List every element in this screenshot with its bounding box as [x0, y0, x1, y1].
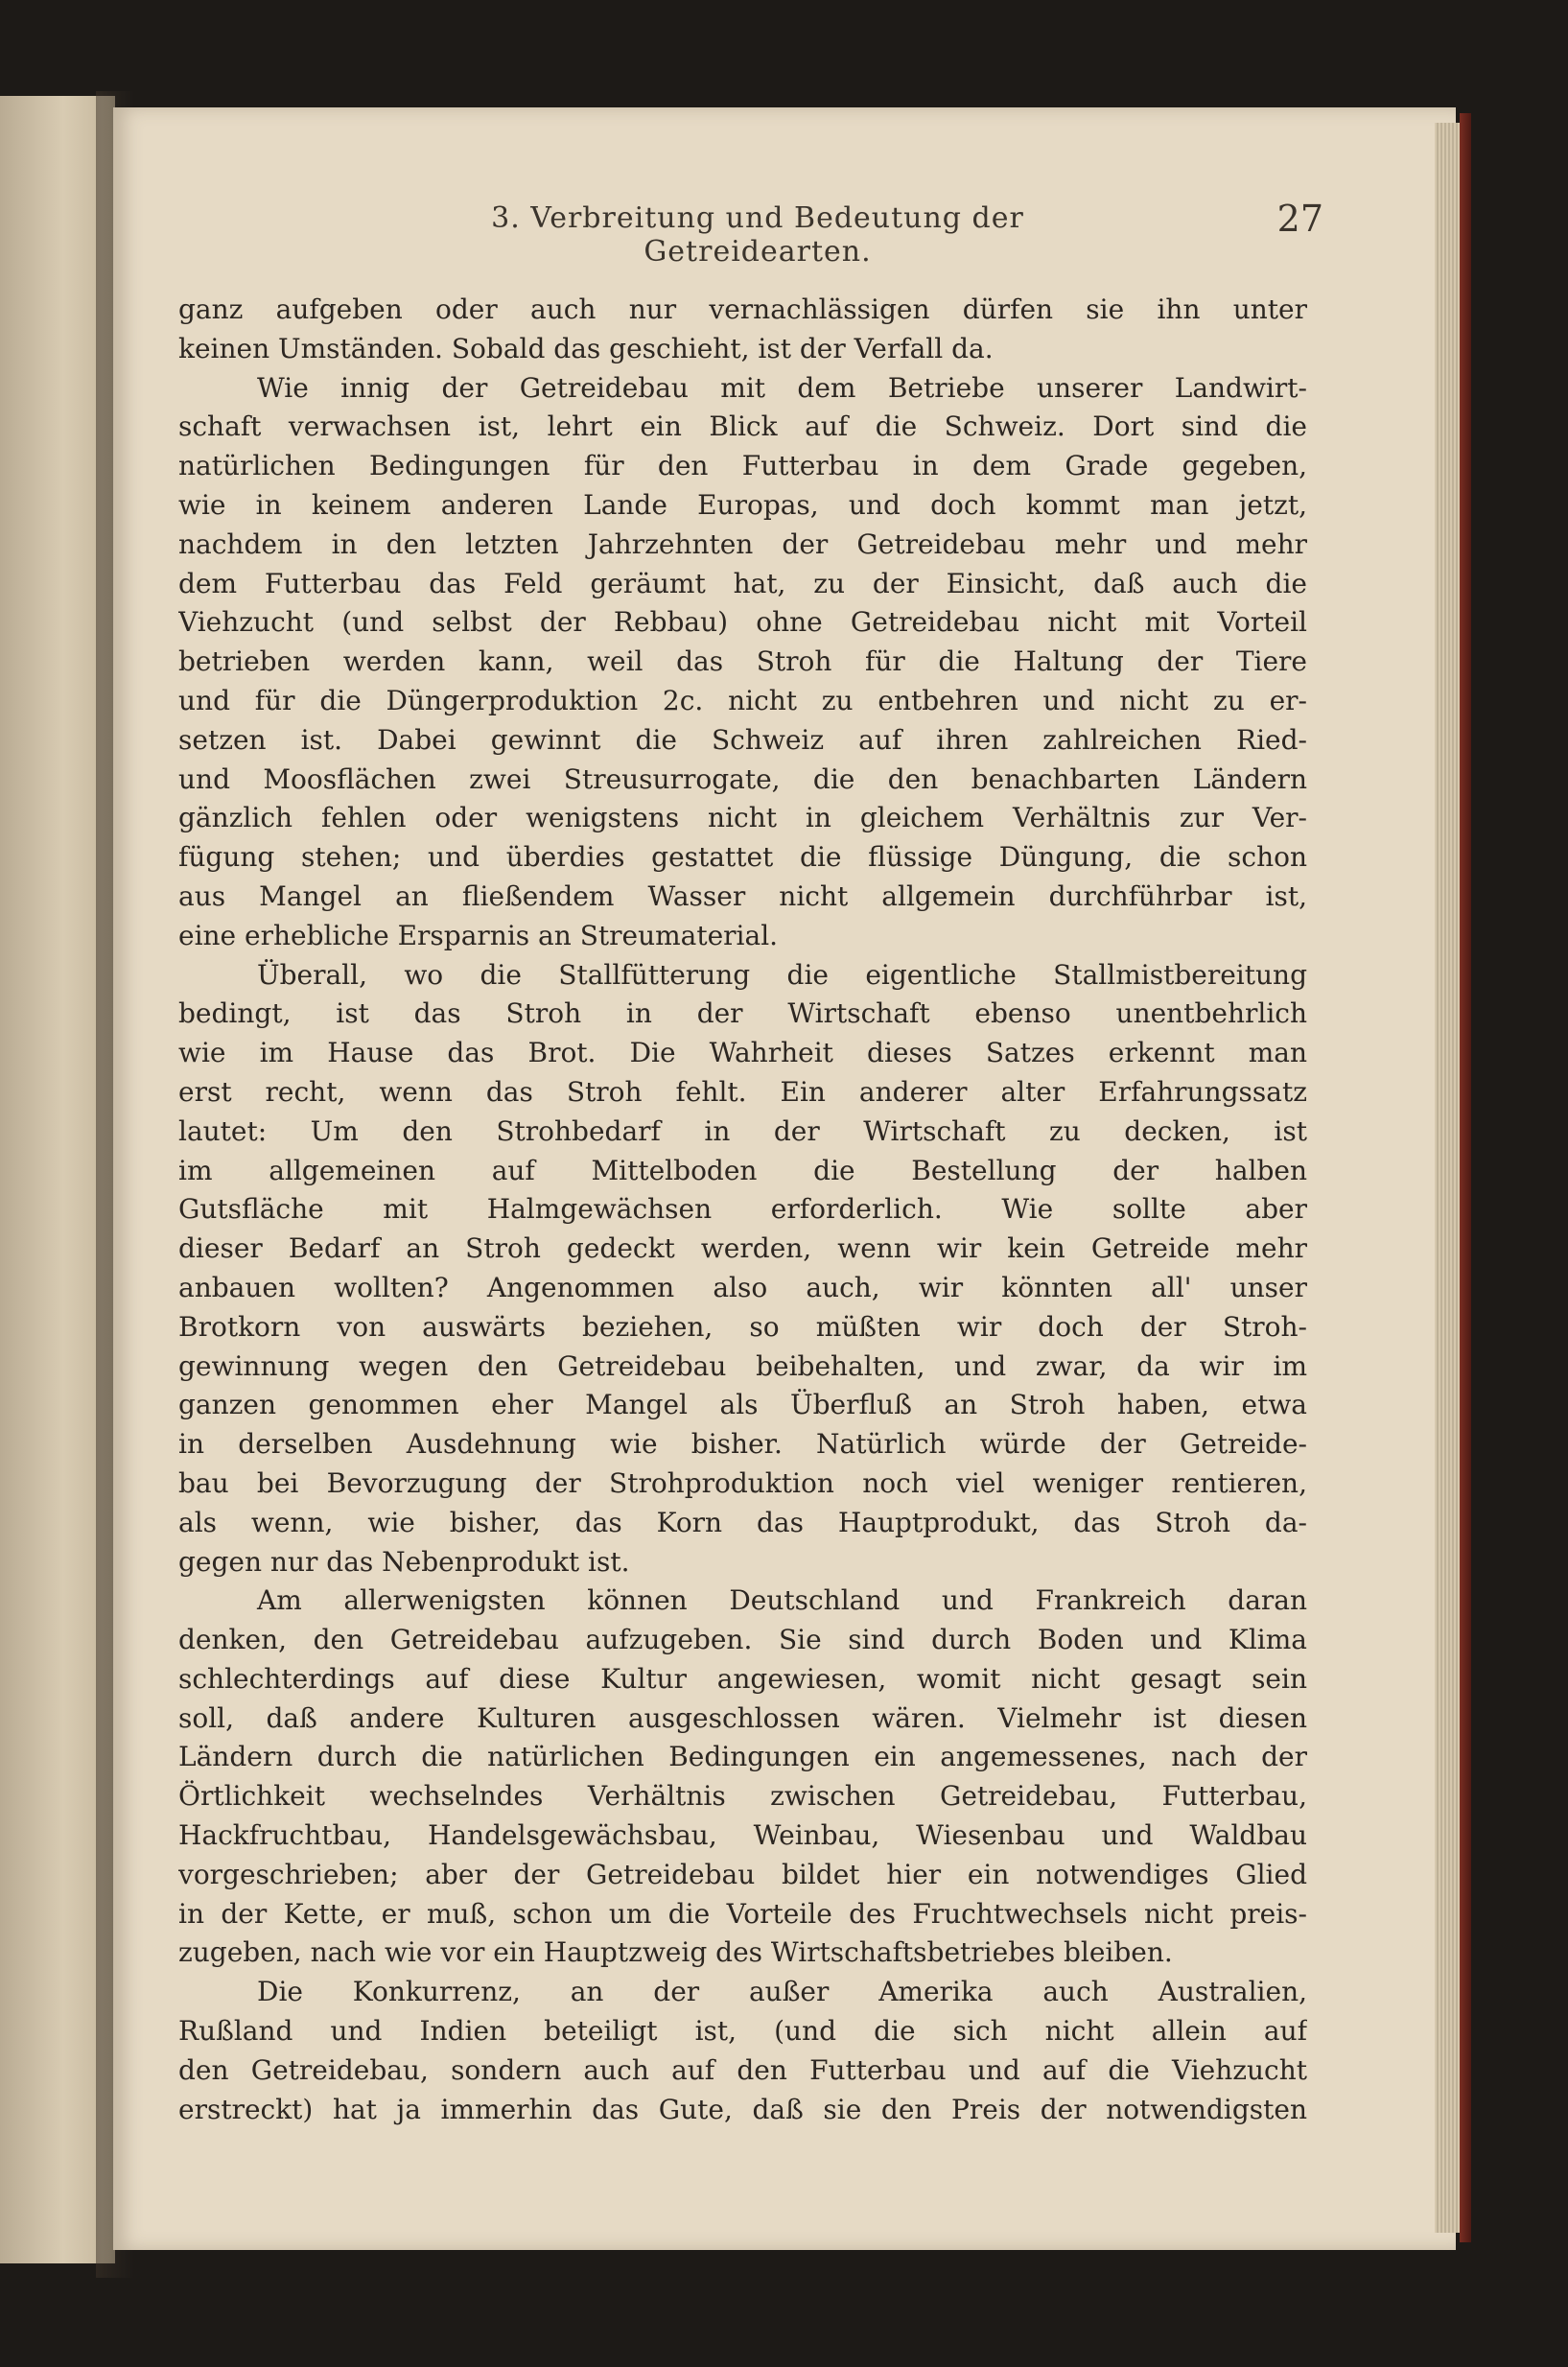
- text-line: wie im Hause das Brot. Die Wahrheit dieses Satzes erkennt man: [178, 1037, 1307, 1069]
- text-line: den Getreidebau, sondern auch auf den Futterbau und auf die Viehzucht: [178, 2053, 1307, 2086]
- text-line: Hackfruchtbau, Handelsgewächsbau, Weinbau, Wiesenbau und Waldbau: [178, 1819, 1307, 1852]
- text-line: wie in keinem anderen Lande Europas, und doch kommt man jetzt,: [178, 488, 1307, 521]
- text-line: als wenn, wie bisher, das Korn das Hauptprodukt, das Stroh da-: [178, 1506, 1307, 1538]
- book-cover-edge: [1460, 113, 1471, 2242]
- text-line: und Moosflächen zwei Streusurrogate, die den benachbarten Ländern: [178, 762, 1307, 795]
- text-line: Rußland und Indien beteiligt ist, (und die sich nicht allein auf: [178, 2015, 1307, 2048]
- text-line: in der Kette, er muß, schon um die Vorteile des Fruchtwechsels nicht preis-: [178, 1897, 1307, 1930]
- text-line: ganzen genommen eher Mangel als Überfluß an Stroh haben, etwa: [178, 1389, 1307, 1421]
- text-line: betrieben werden kann, weil das Stroh für die Haltung der Tiere: [178, 645, 1307, 678]
- running-head: [182, 198, 1323, 269]
- text-line: setzen ist. Dabei gewinnt die Schweiz auf ihren zahlreichen Ried-: [178, 723, 1307, 756]
- text-line: fügung stehen; und überdies gestattet die flüssige Düngung, die schon: [178, 841, 1307, 874]
- text-line: zugeben, nach wie vor ein Hauptzweig des Wirtschaftsbetriebes bleiben.: [178, 1936, 1173, 1969]
- text-line: erstreckt) hat ja immerhin das Gute, daß sie den Preis der notwendigsten: [178, 2093, 1307, 2125]
- text-line: gegen nur das Nebenprodukt ist.: [178, 1545, 630, 1578]
- text-line: im allgemeinen auf Mittelboden die Bestellung der halben: [178, 1154, 1307, 1186]
- text-line: dem Futterbau das Feld geräumt hat, zu der Einsicht, daß auch die: [178, 567, 1307, 599]
- text-line: ganz aufgeben oder auch nur vernachlässigen dürfen sie ihn unter: [178, 293, 1307, 325]
- body-text: [178, 291, 1307, 2129]
- text-line: denken, den Getreidebau aufzugeben. Sie sind durch Boden und Klima: [178, 1624, 1307, 1656]
- text-line: erst recht, wenn das Stroh fehlt. Ein anderer alter Erfahrungssatz: [178, 1075, 1307, 1108]
- text-line: keinen Umständen. Sobald das geschieht, ist der Verfall da.: [178, 332, 994, 364]
- text-line: Brotkorn von auswärts beziehen, so müßten wir doch der Stroh-: [178, 1310, 1307, 1343]
- text-line: Wie innig der Getreidebau mit dem Betriebe unserer Landwirt-: [257, 371, 1307, 404]
- text-line: vorgeschrieben; aber der Getreidebau bildet hier ein notwendiges Glied: [178, 1858, 1307, 1890]
- text-line: schlechterdings auf diese Kultur angewiesen, womit nicht gesagt sein: [178, 1662, 1307, 1695]
- page-number: 27: [1276, 198, 1323, 240]
- text-line: nachdem in den letzten Jahrzehnten der Getreidebau mehr und mehr: [178, 527, 1307, 560]
- text-line: Ländern durch die natürlichen Bedingungen ein angemessenes, nach der: [178, 1741, 1307, 1773]
- text-line: anbauen wollten? Angenommen also auch, wir könnten all' unser: [178, 1271, 1307, 1303]
- text-line: bau bei Bevorzugung der Strohproduktion noch viel weniger rentieren,: [178, 1466, 1307, 1499]
- text-line: bedingt, ist das Stroh in der Wirtschaft ebenso unentbehrlich: [178, 997, 1307, 1030]
- text-line: schaft verwachsen ist, lehrt ein Blick auf die Schweiz. Dort sind die: [178, 410, 1307, 443]
- text-line: lautet: Um den Strohbedarf in der Wirtschaft zu decken, ist: [178, 1114, 1307, 1147]
- text-line: aus Mangel an fließendem Wasser nicht allgemein durchführbar ist,: [178, 879, 1307, 912]
- text-line: gänzlich fehlen oder wenigstens nicht in gleichem Verhältnis zur Ver-: [178, 802, 1307, 834]
- text-line: dieser Bedarf an Stroh gedeckt werden, wenn wir kein Getreide mehr: [178, 1232, 1307, 1265]
- running-title: 3. Verbreitung und Bedeutung der Getreidearten.: [491, 201, 1024, 269]
- text-line: gewinnung wegen den Getreidebau beibehalten, und zwar, da wir im: [178, 1349, 1307, 1382]
- text-line: und für die Düngerproduktion 2c. nicht zu entbehren und nicht zu er-: [178, 684, 1307, 716]
- text-line: Die Konkurrenz, an der außer Amerika auch Australien,: [257, 1976, 1307, 2008]
- text-line: Am allerwenigsten können Deutschland und Frankreich daran: [257, 1584, 1307, 1617]
- text-line: Gutsfläche mit Halmgewächsen erforderlich. Wie sollte aber: [178, 1193, 1307, 1226]
- text-line: Viehzucht (und selbst der Rebbau) ohne Getreidebau nicht mit Vorteil: [178, 606, 1307, 639]
- text-line: eine erhebliche Ersparnis an Streumaterial.: [178, 919, 779, 951]
- text-line: Überall, wo die Stallfütterung die eigentliche Stallmistbereitung: [257, 958, 1307, 991]
- text-line: natürlichen Bedingungen für den Futterbau in dem Grade gegeben,: [178, 450, 1307, 482]
- text-line: soll, daß andere Kulturen ausgeschlossen wären. Vielmehr ist diesen: [178, 1701, 1307, 1734]
- text-line: Örtlichkeit wechselndes Verhältnis zwischen Getreidebau, Futterbau,: [178, 1780, 1307, 1813]
- text-line: in derselben Ausdehnung wie bisher. Natürlich würde der Getreide-: [178, 1428, 1307, 1461]
